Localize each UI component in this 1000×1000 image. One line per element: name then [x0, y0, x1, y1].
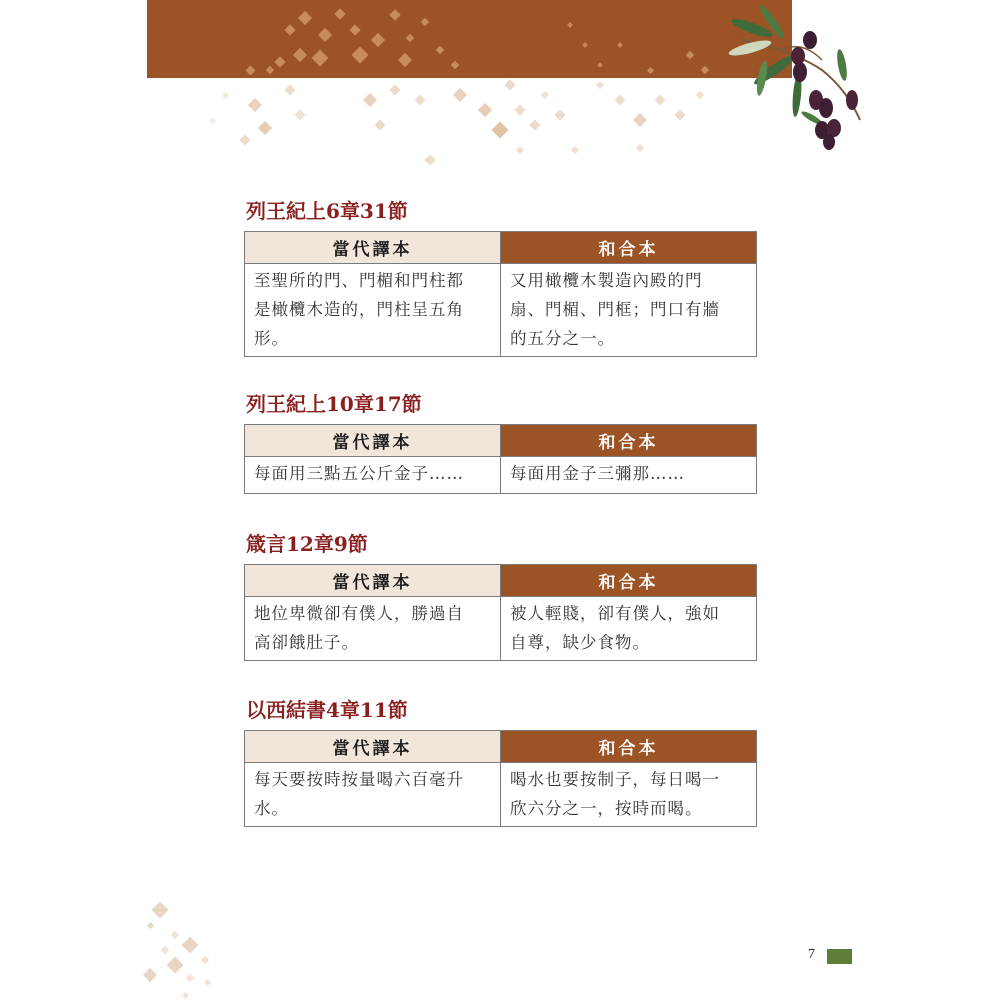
diamond-icon: [514, 104, 525, 115]
diamond-icon: [541, 91, 549, 99]
diamond-icon: [239, 134, 250, 145]
text-line: 每面用三點五公斤金子……: [254, 464, 464, 483]
comparison-table: [244, 564, 757, 661]
diamond-icon: [596, 81, 604, 89]
page-number: 7: [808, 947, 815, 962]
modern-translation-text: [245, 597, 501, 661]
union-version-text: [501, 264, 757, 357]
diamond-icon: [453, 88, 467, 102]
diamond-icon: [181, 991, 188, 998]
olive-branch-icon: [722, 0, 862, 155]
diamond-icon: [186, 974, 194, 982]
diamond-icon: [167, 957, 184, 974]
diamond-icon: [633, 113, 647, 127]
diamond-icon: [492, 122, 509, 139]
diamond-icon: [143, 968, 157, 982]
diamond-icon: [516, 146, 524, 154]
text-line: 高卻餓肚子。: [254, 633, 359, 652]
text-line: 水。: [254, 799, 289, 818]
text-line: 自尊，缺少食物。: [510, 633, 650, 652]
header-banner: [147, 0, 792, 78]
union-version-text: [501, 457, 757, 494]
diamond-icon: [696, 91, 704, 99]
section-title: 列王紀上10章17節: [246, 392, 422, 416]
text-line: 是橄欖木造的，門柱呈五角: [254, 300, 464, 319]
header-modern-translation: 當代譯本: [245, 425, 501, 457]
diamond-icon: [284, 84, 295, 95]
diamond-icon: [208, 116, 215, 123]
diamond-icon: [614, 94, 625, 105]
diamond-icon: [504, 79, 515, 90]
section-title: 箴言12章9節: [246, 532, 368, 556]
diamond-icon: [374, 119, 385, 130]
header-union-version: 和合本: [501, 565, 757, 597]
diamond-icon: [424, 154, 435, 165]
diamond-icon: [161, 946, 169, 954]
diamond-icon: [554, 109, 565, 120]
text-line: 至聖所的門、門楣和門柱都: [254, 271, 464, 290]
modern-translation-text: [245, 264, 501, 357]
diamond-icon: [258, 121, 272, 135]
text-line: 欣六分之一，按時而喝。: [510, 799, 703, 818]
union-version-text: [501, 597, 757, 661]
page-marker: [827, 949, 852, 964]
diamond-icon: [146, 921, 153, 928]
diamond-icon: [248, 98, 262, 112]
diamond-icon: [363, 93, 377, 107]
diamond-icon: [389, 84, 400, 95]
comparison-table: [244, 730, 757, 827]
section-title: 以西結書4章11節: [246, 698, 408, 722]
modern-translation-text: [245, 763, 501, 827]
comparison-table: [244, 231, 757, 357]
diamond-icon: [636, 144, 644, 152]
diamond-icon: [414, 94, 425, 105]
comparison-table: [244, 424, 757, 494]
diamond-icon: [571, 146, 579, 154]
text-line: 又用橄欖木製造內殿的門: [510, 271, 703, 290]
text-line: 每天要按時按量喝六百毫升: [254, 770, 464, 789]
union-version-text: [501, 763, 757, 827]
diamond-icon: [529, 119, 540, 130]
header-modern-translation: 當代譯本: [245, 731, 501, 763]
header-union-version: 和合本: [501, 232, 757, 264]
diamond-icon: [171, 931, 179, 939]
header-union-version: 和合本: [501, 425, 757, 457]
text-line: 扇、門楣、門框；門口有牆: [510, 300, 720, 319]
header-union-version: 和合本: [501, 731, 757, 763]
diamond-icon: [654, 94, 665, 105]
section-title: 列王紀上6章31節: [246, 199, 408, 223]
text-line: 每面用金子三彌那……: [510, 464, 685, 483]
diamond-icon: [201, 956, 209, 964]
text-line: 喝水也要按制子，每日喝一: [510, 770, 720, 789]
diamond-icon: [674, 109, 685, 120]
diamond-icon: [182, 937, 199, 954]
header-modern-translation: 當代譯本: [245, 232, 501, 264]
diamond-icon: [203, 978, 210, 985]
modern-translation-text: [245, 457, 501, 494]
text-line: 形。: [254, 329, 289, 348]
diamond-icon: [478, 103, 492, 117]
text-line: 被人輕賤，卻有僕人，強如: [510, 604, 720, 623]
diamond-icon: [294, 109, 305, 120]
diamond-icon: [152, 902, 169, 919]
text-line: 的五分之一。: [510, 329, 615, 348]
text-line: 地位卑微卻有僕人，勝過自: [254, 604, 464, 623]
header-modern-translation: 當代譯本: [245, 565, 501, 597]
diamond-icon: [221, 91, 228, 98]
